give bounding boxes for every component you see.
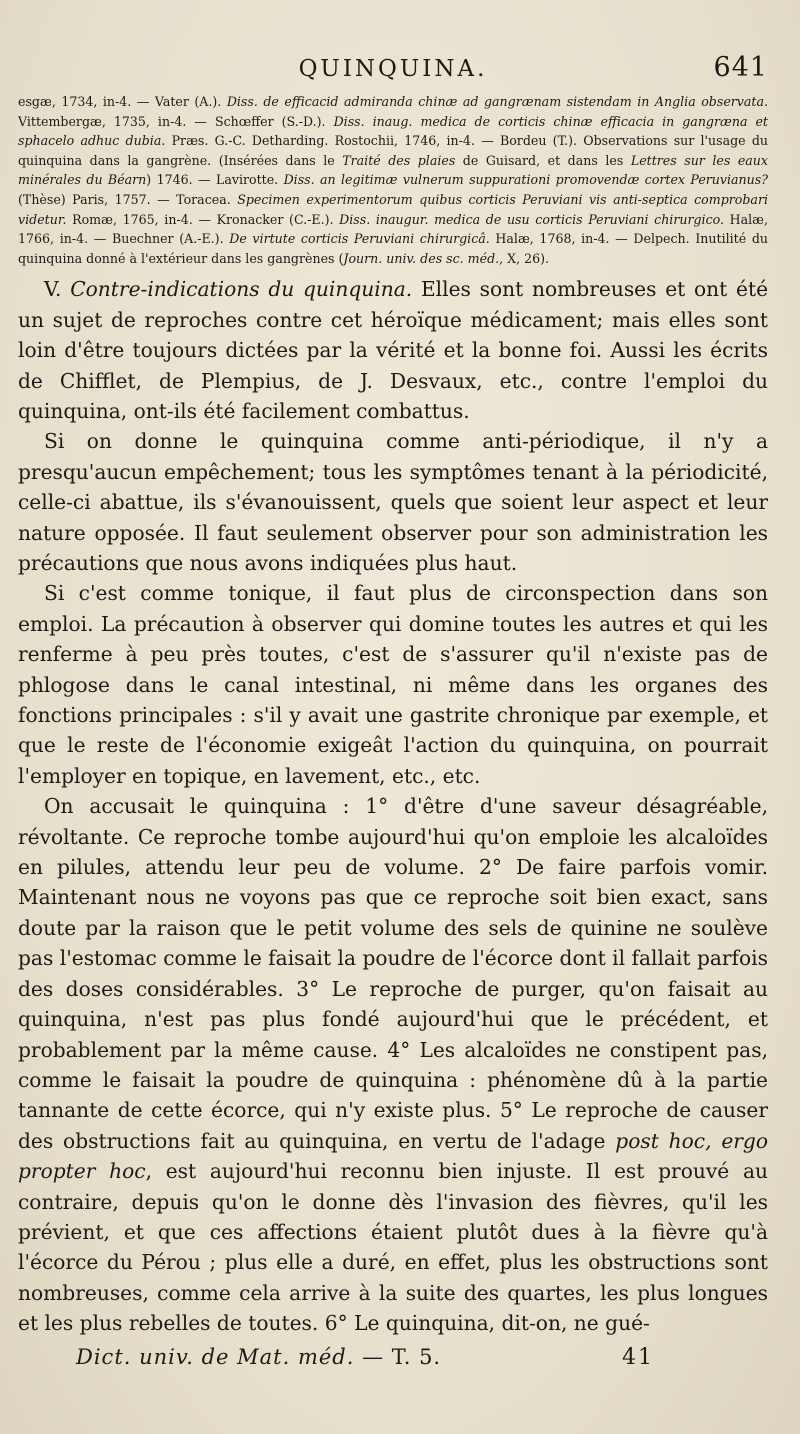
bibliography-run: Diss. an legitimæ vulnerum suppurationi promovendæ cortex Peruvianus? bbox=[283, 172, 768, 188]
signature-volume: T. 5. bbox=[391, 1344, 442, 1369]
running-title: QUINQUINA. bbox=[298, 56, 488, 82]
paragraph bbox=[18, 578, 768, 791]
paragraph-run: Elles sont nombreuses et ont été un sujet de reproches contre cet héroïque médicament; mais elles sont loin d'être toujours dictées par la vérité et la bonne foi. Aussi les écrits de Chifflet, de Plempius, de J. Desvaux, etc., contre l'emploi du quinquina, ont-ils été facilement combattus. bbox=[18, 277, 769, 423]
bibliography-run: Præs. G.-C. Detharding. Rostochii, 1746, in-4. — Bordeu (T.). Observations sur l'usage du quinquina dans la gangrène. (Insérées dans le bbox=[18, 133, 768, 168]
bibliography-run: Specimen experimentorum quibus corticis Peruviani vis anti-septica comprobari videtur. bbox=[18, 191, 768, 227]
bibliography-run: esgæ, 1734, in-4. — Vater (A.). bbox=[18, 94, 227, 109]
signature-separator: — bbox=[362, 1344, 385, 1369]
bibliography-run: Romæ, 1765, in-4. — Kronacker (C.-E.). bbox=[66, 211, 340, 227]
bibliography-run: Diss. inaug. medica de corticis chinæ efficacia in gangræna et sphacelo adhuc dubia. bbox=[18, 113, 768, 149]
bibliography-run: Halæ, 1766, in-4. — Buechner (A.-E.). bbox=[18, 211, 769, 247]
bibliography-run: Lettres sur les eaux minérales du Béarn bbox=[18, 152, 768, 188]
page-footer bbox=[18, 1341, 768, 1381]
bibliography-run: Traité des plaies bbox=[342, 152, 456, 168]
bibliography-block bbox=[18, 92, 768, 268]
bibliography-run: Halæ, 1768, in-4. — Delpech. Inutilité du quinquina donné à l'extérieur dans les gangrènes ( bbox=[18, 231, 768, 266]
page-header bbox=[18, 46, 768, 92]
bibliography-run: Journ. univ. des sc. méd. bbox=[343, 250, 500, 266]
bibliography-run: Diss. inaugur. medica de usu corticis Peruviani chirurgico. bbox=[339, 211, 724, 227]
paragraph-run: post hoc, ergo propter hoc bbox=[18, 1128, 768, 1184]
signature-work: Dict. univ. de Mat. méd. bbox=[76, 1344, 355, 1369]
paragraph-run: On accusait le quinquina : 1° d'être d'une saveur désagréable, révoltante. Ce reproche tombe aujourd'hui qu'on emploie les alcaloïdes en pilules, attendu leur peu de volume. 2° De faire parfois vomir. Maintenant nous ne voyons pas que ce reproche soit bien exact, sans doute par la raison que le petit volume des sels de quinine ne soulève pas l'estomac comme le faisait la poudre de l'écorce dont il fallait parfois des doses considérables. 3° Le reproche de purger, qu'on faisait au quinquina, n'est pas plus fondé aujourd'hui que le précédent, et probablement par la même cause. 4° Les alcaloïdes ne constipent pas, comme le faisait la poudre de quinquina : phénomène dû à la partie tannante de cette écorce, qui n'y existe plus. 5° Le reproche de causer des obstructions fait au quinquina, en vertu de l'adage bbox=[18, 794, 768, 1153]
body-text bbox=[18, 274, 768, 1338]
paragraph bbox=[18, 426, 768, 578]
bibliography-run: (Thèse) Paris, 1757. — Toracea. bbox=[18, 191, 238, 207]
printer-signature bbox=[76, 1345, 441, 1369]
paragraph-run: Contre-indications du quinquina. bbox=[70, 277, 413, 302]
signature-mark: 41 bbox=[622, 1344, 654, 1370]
page-number: 641 bbox=[713, 52, 768, 83]
bibliography-run: de Guisard, et dans les bbox=[455, 152, 631, 168]
bibliography-run: Vittembergæ, 1735, in-4. — Schœffer (S.-D.). bbox=[18, 113, 334, 129]
bibliography-run: ) 1746. — Lavirotte. bbox=[146, 172, 284, 188]
bibliography-run: De virtute corticis Peruviani chirurgicâ. bbox=[229, 231, 490, 247]
paragraph bbox=[18, 274, 768, 426]
bibliography-run: Diss. de efficacid admiranda chinæ ad gangrænam sistendam in Anglia observata. bbox=[226, 94, 768, 109]
paragraph-run: Si on donne le quinquina comme anti-périodique, il n'y a presqu'aucun empêchement; tous les symptômes tenant à la périodicité, celle-ci abattue, ils s'évanouissent, quels que soient leur aspect et leur nature opposée. Il faut seulement observer pour son administration les précautions que nous avons indiquées plus haut. bbox=[18, 429, 768, 575]
paragraph-run: , est aujourd'hui reconnu bien injuste. Il est prouvé au contraire, depuis qu'on le donne dès l'invasion des fièvres, qu'il les prévient, et que ces affections étaient plutôt dues à la fièvre qu'à l'écorce du Pérou ; plus elle a duré, en effet, plus les obstructions sont nombreuses, comme cela arrive à la suite des quartes, les plus longues et les plus rebelles de toutes. 6° Le quinquina, dit-on, ne gué- bbox=[18, 1159, 768, 1336]
bibliography-run: , X, 26). bbox=[499, 250, 550, 266]
paragraph-run: Si c'est comme tonique, il faut plus de circonspection dans son emploi. La précaution à observer qui domine toutes les autres et qui les renferme à peu près toutes, c'est de s'assurer qu'il n'existe pas de phlogose dans le canal intestinal, ni même dans les organes des fonctions principales : s'il y avait une gastrite chronique par exemple, et que le reste de l'économie exigeât l'action du quinquina, on pourrait l'employer en topique, en lavement, etc., etc. bbox=[18, 581, 768, 788]
paragraph bbox=[18, 791, 768, 1338]
paragraph-run: V. bbox=[44, 277, 71, 302]
